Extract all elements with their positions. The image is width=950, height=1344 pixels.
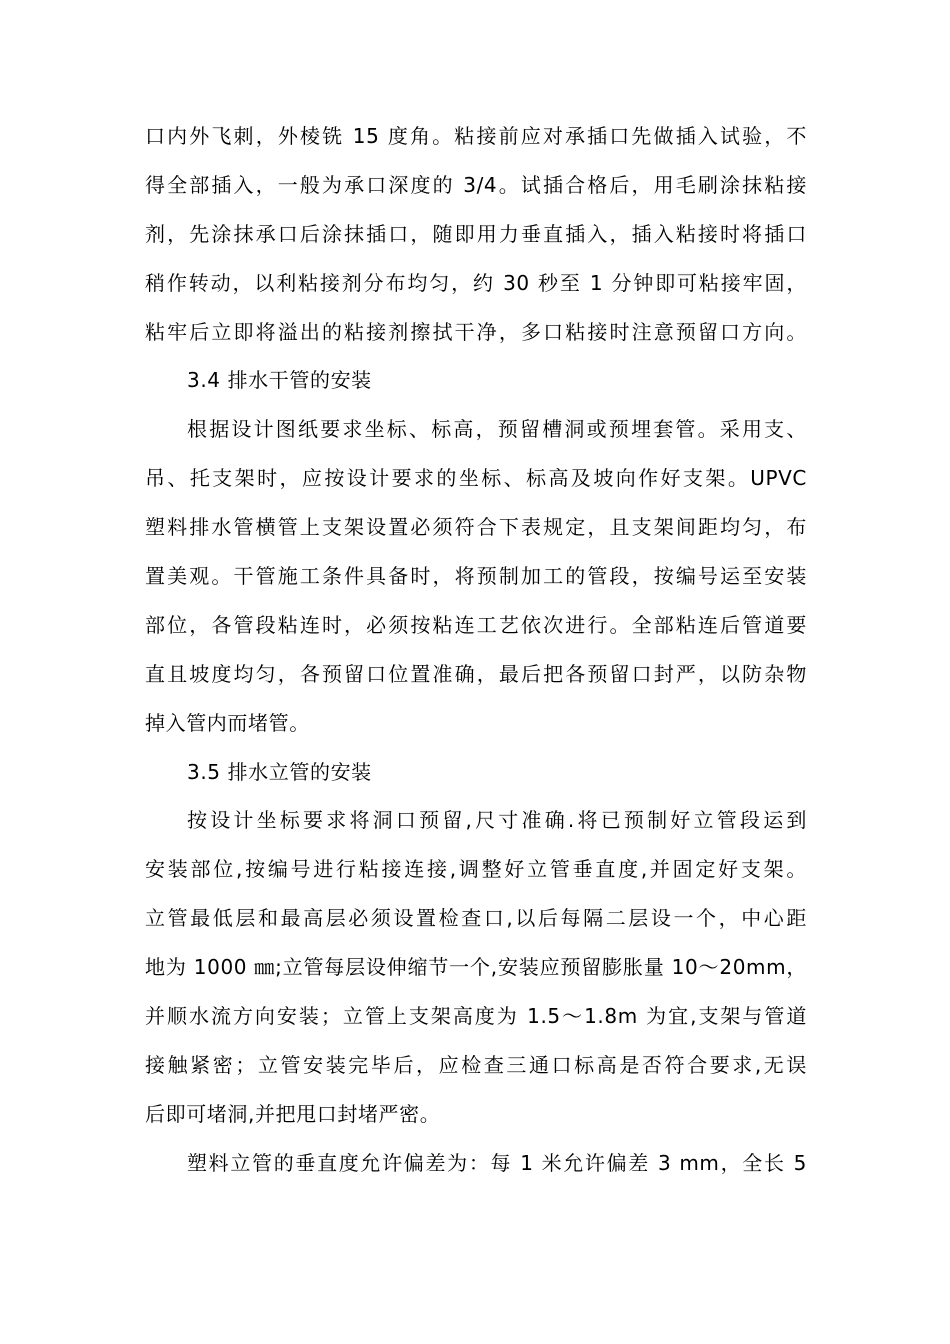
text-line: 置美观。干管施工条件具备时，将预制加工的管段，按编号运至安装 [145,564,807,589]
text-line: 口内外飞刺，外棱铣 15 度角。粘接前应对承插口先做插入试验，不 [145,124,807,148]
text-line: 地为 1000 ㎜;立管每层设伸缩节一个,安装应预留膨胀量 10～20mm， [145,955,807,980]
text-line: 粘牢后立即将溢出的粘接剂擦拭干净，多口粘接时注意预留口方向。 [145,319,807,344]
text-line: 立管最低层和最高层必须设置检查口,以后每隔二层设一个，中心距 [145,906,807,931]
text-line: 得全部插入，一般为承口深度的 3/4。试插合格后，用毛刷涂抹粘接 [145,172,807,197]
text-line: 安装部位,按编号进行粘接连接,调整好立管垂直度,并固定好支架。 [145,857,807,882]
text-line: 并顺水流方向安装；立管上支架高度为 1.5～1.8m 为宜,支架与管道 [145,1004,807,1029]
text-line: 接触紧密；立管安装完毕后，应检查三通口标高是否符合要求,无误 [145,1052,807,1077]
section-heading: 3.4 排水干管的安装 [187,368,372,393]
text-line: 稍作转动，以利粘接剂分布均匀，约 30 秒至 1 分钟即可粘接牢固， [145,270,807,295]
text-line: 塑料排水管横管上支架设置必须符合下表规定，且支架间距均匀，布 [145,515,807,540]
text-line: 掉入管内而堵管。 [145,710,310,735]
text-line: 按设计坐标要求将洞口预留,尺寸准确.将已预制好立管段运到 [187,808,807,833]
text-line: 塑料立管的垂直度允许偏差为：每 1 米允许偏差 3 mm，全长 5 [187,1150,807,1175]
text-line: 根据设计图纸要求坐标、标高，预留槽洞或预埋套管。采用支、 [187,417,807,442]
text-line: 剂，先涂抹承口后涂抹插口，随即用力垂直插入，插入粘接时将插口 [145,221,807,246]
text-line: 直且坡度均匀，各预留口位置准确，最后把各预留口封严，以防杂物 [145,661,807,686]
document-body [145,112,807,1188]
text-line: 部位，各管段粘连时，必须按粘连工艺依次进行。全部粘连后管道要 [145,612,807,637]
text-line: 后即可堵洞,并把甩口封堵严密。 [145,1101,441,1126]
text-line: 吊、托支架时，应按设计要求的坐标、标高及坡向作好支架。UPVC [145,466,807,491]
section-heading: 3.5 排水立管的安装 [187,759,372,784]
